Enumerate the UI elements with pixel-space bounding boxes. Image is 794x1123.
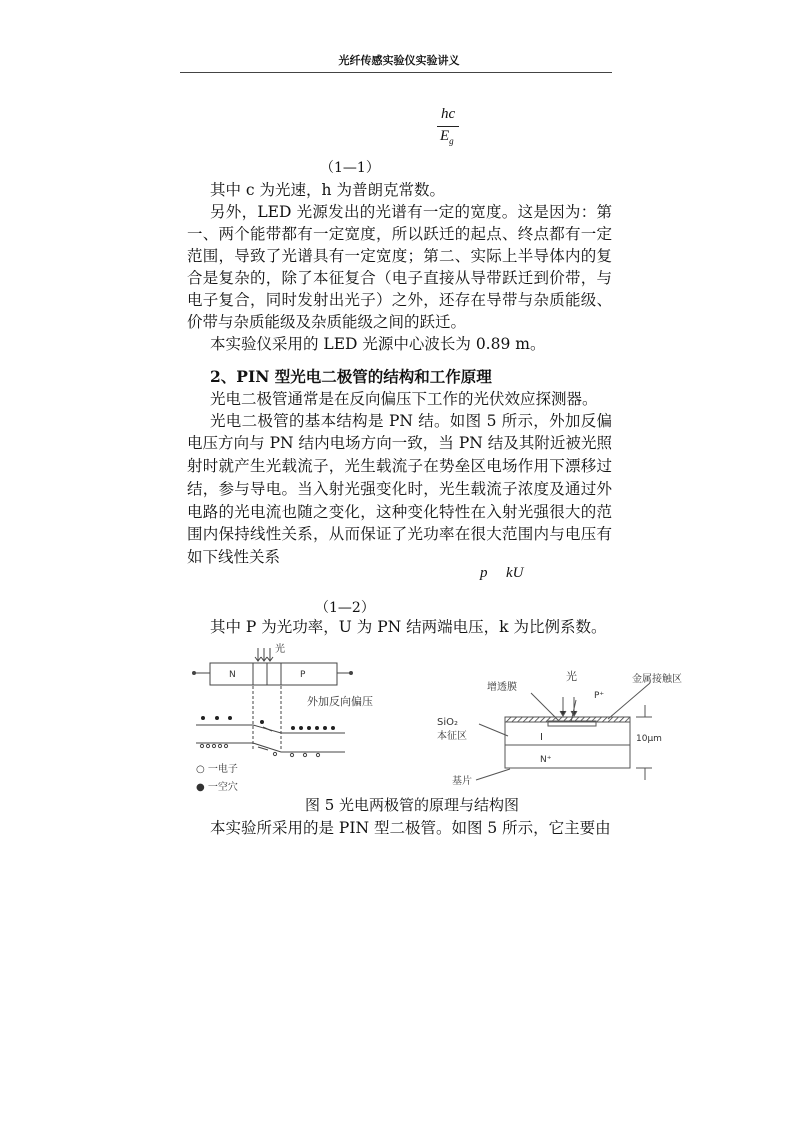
- text-line: 价带与杂质能级及杂质能级之间的跃迁。: [187, 313, 467, 331]
- text-line: 光电二极管通常是在反向偏压下工作的光伏效应探测器。: [210, 390, 598, 408]
- section-heading: 2、PIN 型光电二极管的结构和工作原理: [210, 367, 492, 386]
- bias-label: 外加反向偏压: [307, 695, 373, 708]
- formula-subscript: g: [449, 136, 454, 146]
- n-plus-label: N⁺: [540, 755, 552, 765]
- text-line: 结，参与导电。当入射光强变化时，光生载流子浓度及通过外: [187, 480, 612, 498]
- i-layer-label: I: [540, 732, 543, 743]
- carriers: [201, 716, 335, 730]
- text-line: 围内保持线性关系，从而保证了光功率在很大范围内与电压有: [187, 525, 612, 543]
- legend-electron: ○ 一电子: [196, 764, 238, 775]
- formula-numerator: hc: [441, 106, 456, 122]
- formula-rhs: kU: [506, 565, 524, 581]
- text-line: 一、两个能带都有一定宽度，所以跃迁的起点、终点都有一定: [187, 225, 612, 243]
- text-line: 其中 c 为光速，h 为普朗克常数。: [210, 181, 445, 199]
- text-line: 射时就产生光载流子，光生载流子在势垒区电场作用下漂移过: [187, 457, 612, 475]
- equation-label: （1—1）: [320, 160, 380, 176]
- legend-hole: ● 一空穴: [196, 782, 238, 793]
- text-line: 如下线性关系: [187, 548, 281, 566]
- text-line: 范围，导致了光谱具有一定宽度；第二、实际上半导体内的复: [187, 247, 612, 265]
- text-line: 电路的光电流也随之变化，这种变化特性在入射光强很大的范: [187, 503, 612, 521]
- equation-label: （1—2）: [315, 600, 375, 616]
- formula-lhs: p: [480, 565, 488, 581]
- figure-caption: 图 5 光电两极管的原理与结构图: [304, 796, 520, 814]
- intrinsic-label: 本征区: [437, 731, 467, 742]
- text-line: 电压方向与 PN 结内电场方向一致，当 PN 结及其附近被光照: [187, 434, 612, 452]
- sio2-label: SiO₂: [437, 717, 459, 728]
- text-line: 本实验所采用的是 PIN 型二极管。如图 5 所示，它主要由: [210, 819, 611, 837]
- light-label-right: 光: [566, 670, 577, 683]
- formula-denominator: E: [440, 128, 450, 144]
- text-line: 光电二极管的基本结构是 PN 结。如图 5 所示，外加反偏: [210, 412, 612, 430]
- text-line: 电子复合，同时发射出光子）之外，还存在导带与杂质能级、: [187, 291, 612, 309]
- ar-film-label: 增透膜: [487, 682, 517, 693]
- p-plus-label: P⁺: [594, 691, 605, 701]
- p-region-label: P: [300, 670, 306, 680]
- page-header: 光纤传感实验仪实验讲义: [338, 54, 460, 67]
- n-region-label: N: [229, 670, 236, 680]
- thickness-label: 10μm: [636, 734, 662, 744]
- pin-structure-diagram: [476, 683, 652, 780]
- electrons: [200, 744, 319, 756]
- text-line: 本实验仪采用的 LED 光源中心波长为 0.89 m。: [210, 335, 546, 353]
- metal-contact-label: 金属接触区: [632, 674, 682, 685]
- text-line: 另外，LED 光源发出的光谱有一定的宽度。这是因为：第: [210, 203, 612, 221]
- light-label: 光: [275, 644, 285, 655]
- substrate-label: 基片: [452, 776, 472, 787]
- text-line: 其中 P 为光功率，U 为 PN 结两端电压，k 为比例系数。: [210, 618, 607, 636]
- text-line: 合是复杂的，除了本征复合（电子直接从导带跃迁到价带，与: [187, 269, 612, 287]
